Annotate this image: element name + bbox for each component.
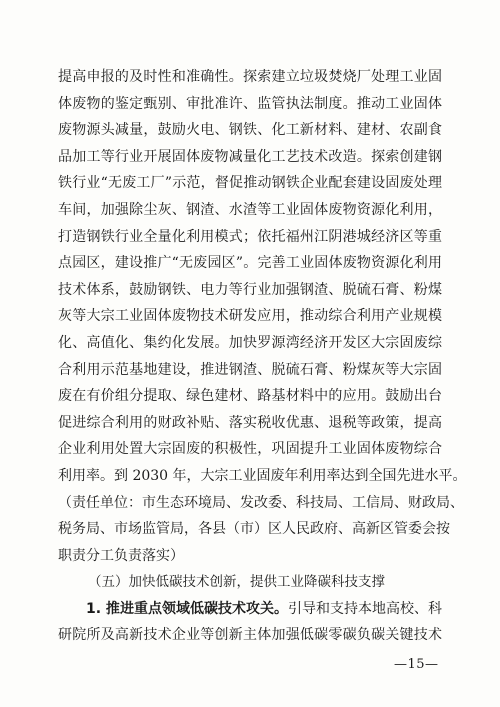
responsibility-line: 税务局、市场监管局，各县（市）区人民政府、高新区管委会按: [58, 521, 450, 538]
item-first-line: [58, 596, 442, 623]
page-number: —15—: [394, 657, 439, 672]
text-line: 打造钢铁行业全量化利用模式；依托福州江阴港城经济区等重: [58, 228, 442, 245]
text-line: 品加工等行业开展固体废物减量化工艺技术改造。探索创建钢: [58, 148, 442, 165]
text-line: 利用率。到 2030 年，大宗工业固废年利用率达到全国先进水平。: [58, 467, 467, 484]
text-line: 促进综合利用的财政补贴、落实税收优惠、退税等政策，提高: [58, 414, 442, 431]
item-line: 研院所及高新技术企业等创新主体加强低碳零碳负碳关键技术: [58, 627, 442, 644]
text-line: 车间，加强除尘灰、钢渣、水渣等工业固体废物资源化利用，: [58, 201, 442, 218]
text-line: 技术体系，鼓励钢铁、电力等行业加强钢渣、脱硫石膏、粉煤: [58, 281, 442, 298]
text-line: 废物源头减量，鼓励火电、钢铁、化工新材料、建材、农副食: [58, 122, 442, 139]
text-line: 提高申报的及时性和准确性。探索建立垃圾焚烧厂处理工业固: [58, 69, 442, 85]
responsibility-line: （责任单位：市生态环境局、发改委、科技局、工信局、财政局、: [58, 494, 464, 511]
responsibility-line: 职责分工负责落实）: [58, 547, 184, 564]
body-text: [58, 64, 467, 649]
text-line: 点园区，建设推广“无废园区”。完善工业固体废物资源化利用: [58, 255, 442, 272]
item-text: 引导和支持本地高校、科: [287, 600, 443, 617]
text-line: 铁行业“无废工厂”示范，督促推动钢铁企业配套建设固废处理: [58, 175, 442, 192]
section-heading: （五）加快低碳技术创新，提供工业降碳科技支撑: [88, 574, 385, 591]
text-line: 灰等大宗工业固体废物技术研发应用，推动综合利用产业规模: [58, 308, 442, 325]
item-lead: 1. 推进重点领域低碳技术攻关。: [86, 600, 288, 617]
text-line: 废在有价组分提取、绿色建材、路基材料中的应用。鼓励出台: [58, 388, 442, 405]
text-line: 化、高值化、集约化发展。加快罗源湾经济开发区大宗固废综: [58, 334, 442, 351]
text-line: 体废物的鉴定甄别、审批准许、监管执法制度。推动工业固体: [58, 95, 442, 112]
text-line: 合利用示范基地建设，推进钢渣、脱硫石膏、粉煤灰等大宗固: [58, 361, 442, 378]
text-line: 企业利用处置大宗固废的积极性，巩固提升工业固体废物综合: [58, 441, 442, 458]
